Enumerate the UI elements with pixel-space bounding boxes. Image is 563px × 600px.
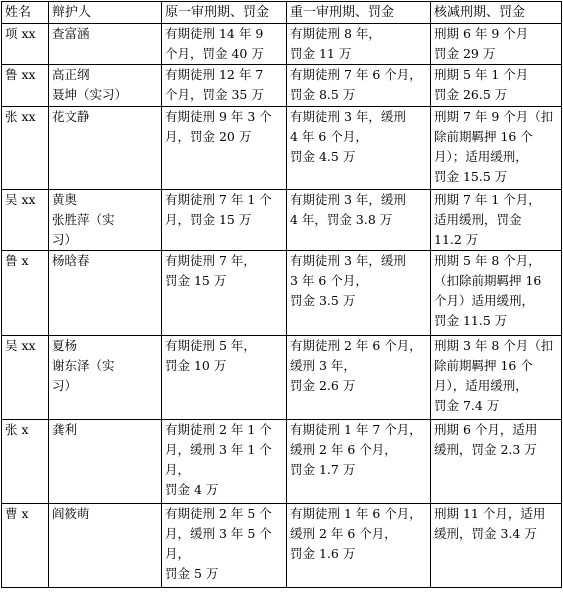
table-row [2, 190, 562, 251]
first-trial-cell [162, 65, 287, 107]
first-trial-line: 月， [165, 462, 191, 477]
first-trial-cell [162, 251, 287, 336]
reduced-line: 除前期羁押 16 个 [434, 129, 533, 144]
reduced-line: 罚金 26.5 万 [434, 87, 508, 102]
retrial-line: 缓刑 2 年 6 个月， [290, 442, 397, 457]
first-trial-cell [162, 504, 287, 588]
first-trial-line: 月，罚金 20 万 [165, 129, 252, 144]
name-cell: 鲁 x [2, 251, 49, 336]
table-row [2, 24, 562, 65]
table-row [2, 107, 562, 190]
retrial-cell [287, 65, 431, 107]
retrial-line: 罚金 4.5 万 [290, 149, 356, 164]
defender-cell [49, 24, 162, 65]
defender-line: 聂坤（实习） [52, 87, 128, 102]
retrial-line: 有期徒刑 3 年，缓刑 [290, 109, 406, 124]
reduced-cell [431, 504, 562, 588]
header-reduced: 核减刑期、罚金 [431, 2, 562, 24]
defender-line: 夏杨 [52, 338, 78, 353]
retrial-line: 有期徒刑 2 年 6 个月， [290, 338, 422, 353]
reduced-line: 刑期 5 年 8 个月， [434, 253, 541, 268]
retrial-line: 有期徒刑 7 年 6 个月， [290, 67, 422, 82]
first-trial-line: 月，罚金 15 万 [165, 212, 252, 227]
reduced-cell [431, 24, 562, 65]
first-trial-line: 有期徒刑 5 年， [165, 338, 256, 353]
first-trial-line: 月， [165, 546, 191, 561]
first-trial-cell [162, 420, 287, 504]
reduced-line: 适用缓刑，罚金 [434, 212, 522, 227]
reduced-line: 刑期 11 个月，适用 [434, 506, 546, 521]
retrial-cell [287, 190, 431, 251]
reduced-line: 罚金 7.4 万 [434, 398, 500, 413]
reduced-line: 刑期 7 年 9 个月（扣 [434, 109, 554, 124]
defender-line: 习） [52, 378, 78, 393]
first-trial-line: 月，缓刑 3 年 5 个 [165, 526, 272, 541]
table-row [2, 504, 562, 588]
defender-line: 阎筱萌 [52, 506, 90, 521]
retrial-cell [287, 420, 431, 504]
retrial-cell [287, 504, 431, 588]
table-row [2, 420, 562, 504]
reduced-cell [431, 420, 562, 504]
reduced-line: 11.2 万 [434, 232, 479, 247]
first-trial-line: 个月，罚金 40 万 [165, 46, 264, 61]
reduced-line: 缓刑，罚金 3.4 万 [434, 526, 537, 541]
defender-line: 龚利 [52, 422, 78, 437]
reduced-cell [431, 336, 562, 420]
retrial-line: 罚金 2.6 万 [290, 378, 356, 393]
header-row [2, 2, 562, 24]
reduced-line: 缓刑，罚金 2.3 万 [434, 442, 537, 457]
reduced-line: 刑期 6 个月，适用 [434, 422, 538, 437]
retrial-line: 有期徒刑 1 年 6 个月， [290, 506, 422, 521]
reduced-line: 除前期羁押 16 个 [434, 358, 533, 373]
first-trial-line: 有期徒刑 2 年 1 个 [165, 422, 272, 437]
first-trial-line: 有期徒刑 7 年 1 个 [165, 192, 272, 207]
retrial-cell [287, 107, 431, 190]
first-trial-line: 有期徒刑 9 年 3 个 [165, 109, 272, 124]
defender-cell [49, 65, 162, 107]
retrial-line: 缓刑 3 年， [290, 358, 356, 373]
name-cell: 鲁 xx [2, 65, 49, 107]
reduced-line: 刑期 5 年 1 个月 [434, 67, 529, 82]
defender-cell [49, 190, 162, 251]
first-trial-line: 有期徒刑 12 年 7 [165, 67, 264, 82]
defender-line: 花文静 [52, 109, 90, 124]
reduced-line: 月）；适用缓刑， [434, 149, 528, 164]
defender-line: 张胜萍（实 [52, 212, 115, 227]
retrial-cell [287, 24, 431, 65]
retrial-cell [287, 336, 431, 420]
header-first-trial: 原一审刑期、罚金 [162, 2, 287, 24]
defender-line: 谢东泽（实 [52, 358, 115, 373]
defender-line: 查富涵 [52, 26, 90, 41]
retrial-line: 有期徒刑 8 年， [290, 26, 381, 41]
name-cell: 张 xx [2, 107, 49, 190]
retrial-line: 罚金 11 万 [290, 46, 352, 61]
name-cell: 项 xx [2, 24, 49, 65]
first-trial-line: 罚金 4 万 [165, 482, 219, 497]
table-row [2, 65, 562, 107]
name-cell: 吴 xx [2, 336, 49, 420]
table-row [2, 251, 562, 336]
header-retrial: 重一审刑期、罚金 [287, 2, 431, 24]
defender-cell [49, 251, 162, 336]
retrial-line: 有期徒刑 3 年，缓刑 [290, 192, 406, 207]
retrial-cell [287, 251, 431, 336]
defender-cell [49, 504, 162, 588]
reduced-line: 罚金 11.5 万 [434, 313, 508, 328]
reduced-line: 个月）适用缓刑， [434, 293, 535, 308]
retrial-line: 罚金 8.5 万 [290, 87, 356, 102]
defender-cell [49, 420, 162, 504]
reduced-line: 罚金 29 万 [434, 46, 496, 61]
reduced-line: （扣除前期羁押 16 [434, 273, 542, 288]
first-trial-line: 月，缓刑 3 年 1 个 [165, 442, 272, 457]
reduced-cell [431, 251, 562, 336]
first-trial-cell [162, 24, 287, 65]
name-cell: 张 x [2, 420, 49, 504]
retrial-line: 缓刑 2 年 6 个月， [290, 526, 397, 541]
header-defender: 辩护人 [49, 2, 162, 24]
reduced-line: 刑期 7 年 1 个月， [434, 192, 541, 207]
first-trial-line: 有期徒刑 2 年 5 个 [165, 506, 272, 521]
retrial-line: 4 年 6 个月， [290, 129, 368, 144]
reduced-line: 罚金 15.5 万 [434, 169, 508, 184]
defender-line: 黄奥 [52, 192, 78, 207]
retrial-line: 罚金 3.5 万 [290, 293, 356, 308]
retrial-line: 罚金 1.7 万 [290, 462, 356, 477]
retrial-line: 4 年，罚金 3.8 万 [290, 212, 393, 227]
table-body [2, 24, 562, 588]
name-cell: 吴 xx [2, 190, 49, 251]
first-trial-cell [162, 107, 287, 190]
defender-line: 杨晗春 [52, 253, 90, 268]
sentence-comparison-table [1, 1, 562, 588]
retrial-line: 3 年 6 个月， [290, 273, 368, 288]
first-trial-line: 个月，罚金 35 万 [165, 87, 264, 102]
first-trial-line: 有期徒刑 7 年， [165, 253, 256, 268]
name-cell: 曹 x [2, 504, 49, 588]
retrial-line: 有期徒刑 1 年 7 个月， [290, 422, 422, 437]
first-trial-line: 罚金 5 万 [165, 566, 219, 581]
table-row [2, 336, 562, 420]
reduced-cell [431, 65, 562, 107]
reduced-line: 刑期 6 年 9 个月 [434, 26, 529, 41]
defender-cell [49, 336, 162, 420]
first-trial-line: 有期徒刑 14 年 9 [165, 26, 264, 41]
retrial-line: 罚金 1.6 万 [290, 546, 356, 561]
first-trial-line: 罚金 15 万 [165, 273, 227, 288]
reduced-line: 月），适用缓刑， [434, 378, 528, 393]
defender-cell [49, 107, 162, 190]
header-name: 姓名 [2, 2, 49, 24]
defender-line: 高正纲 [52, 67, 90, 82]
first-trial-line: 罚金 10 万 [165, 358, 227, 373]
first-trial-cell [162, 336, 287, 420]
first-trial-cell [162, 190, 287, 251]
defender-line: 习） [52, 232, 78, 247]
reduced-line: 刑期 3 年 8 个月（扣 [434, 338, 554, 353]
reduced-cell [431, 190, 562, 251]
sentence-table-wrapper [1, 1, 562, 588]
retrial-line: 有期徒刑 3 年，缓刑 [290, 253, 406, 268]
reduced-cell [431, 107, 562, 190]
